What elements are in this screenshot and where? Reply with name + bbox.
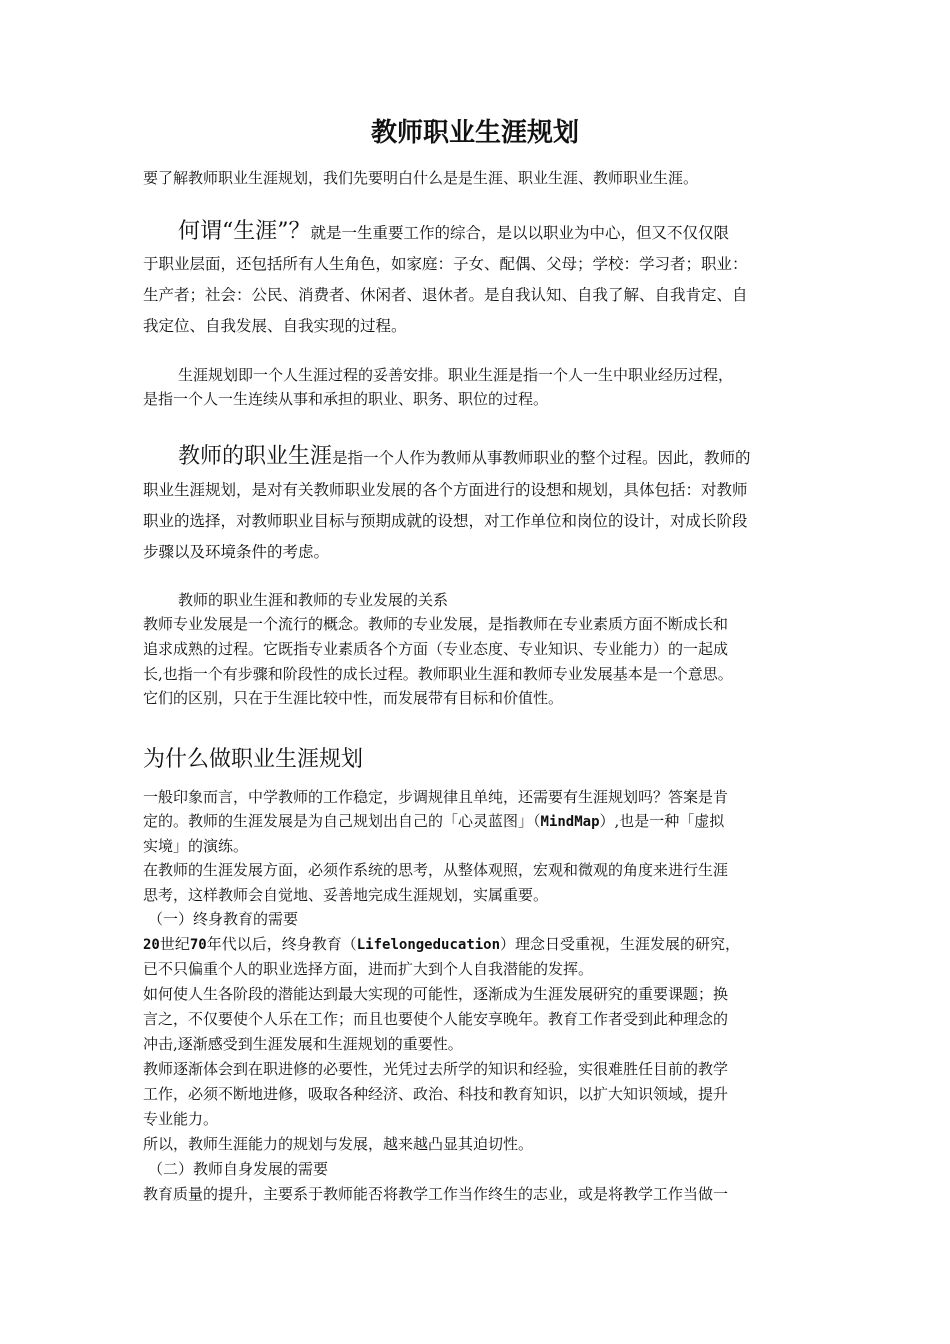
teacher-career-line-4: 步骤以及环境条件的考虑。	[143, 543, 330, 561]
career-definition-line-2: 于职业层面，还包括所有人生角色，如家庭：子女、配偶、父母；学校：学习者；职业：	[143, 255, 748, 273]
teacher-career-line-1	[178, 444, 751, 469]
why-paragraph-2-line-2: 思考，这样教师会自觉地、妥善地完成生涯规划，实属重要。	[143, 886, 549, 904]
teacher-career-line-2: 职业生涯规划，是对有关教师职业发展的各个方面进行的设想和规划，具体包括：对教师	[143, 481, 748, 499]
career-definition-lead: 何谓“生涯”？	[178, 219, 311, 244]
why-heading: 为什么做职业生涯规划	[143, 747, 364, 772]
subheading-self-development: （二）教师自身发展的需要	[148, 1160, 329, 1178]
teacher-career-lead: 教师的职业生涯	[178, 444, 333, 469]
teacher-career-line-1-text: 是指一个人作为教师从事教师职业的整个过程。因此，教师的	[332, 449, 751, 467]
section-1-line-1	[143, 934, 740, 955]
relation-line: 追求成熟的过程。它既指专业素质各个方面（专业态度、专业知识、专业能力）的一起成	[143, 640, 729, 658]
planning-definition-line-2: 是指一个人一生连续从事和承担的职业、职务、职位的过程。	[143, 390, 549, 408]
section-1-line-4: 言之，不仅要使个人乐在工作；而且也要使个人能安享晚年。教育工作者受到此种理念的	[143, 1010, 729, 1028]
section-text: ）理念日受重视，生涯发展的研究，	[500, 935, 741, 953]
career-definition-line-3: 生产者；社会：公民、消费者、休闲者、退休者。是自我认知、自我了解、自我肯定、自	[143, 286, 748, 304]
year-number: 20	[143, 937, 160, 953]
teacher-career-line-3: 职业的选择，对教师职业目标与预期成就的设想，对工作单位和岗位的设计，对成长阶段	[143, 512, 748, 530]
section-text: 年代以后，终身教育（	[206, 935, 357, 953]
document-title: 教师职业生涯规划	[370, 118, 579, 148]
mindmap-term: MindMap	[540, 814, 600, 830]
section-1-line-9: 所以，教师生涯能力的规划与发展，越来越凸显其迫切性。	[143, 1135, 534, 1153]
why-text: 定的。教师的生涯发展是为自己规划出自己的「心灵蓝图」（	[143, 812, 541, 830]
section-2-line-1: 教育质量的提升，主要系于教师能否将教学工作当作终生的志业，或是将教学工作当做一	[143, 1185, 729, 1203]
why-paragraph-1-line-1: 一般印象而言，中学教师的工作稳定，步调规律且单纯，还需要有生涯规划吗？答案是肯	[143, 788, 729, 806]
career-definition-line-1-text: 就是一生重要工作的综合，是以以职业为中心，但又不仅仅限	[310, 224, 730, 242]
relation-heading: 教师的职业生涯和教师的专业发展的关系	[178, 591, 449, 609]
planning-definition-line-1: 生涯规划即一个人生涯过程的妥善安排。职业生涯是指一个人一生中职业经历过程，	[178, 366, 734, 384]
career-definition-line-4: 我定位、自我发展、自我实现的过程。	[143, 317, 407, 335]
section-1-line-6: 教师逐渐体会到在职进修的必要性，光凭过去所学的知识和经验，实很难胜任目前的教学	[143, 1060, 729, 1078]
section-1-line-5: 冲击,逐渐感受到生涯发展和生涯规划的重要性。	[143, 1035, 463, 1053]
career-definition-line-1	[178, 219, 730, 244]
section-text: 世纪	[159, 935, 190, 953]
lifelong-education-term: Lifelongeducation	[356, 937, 501, 953]
intro-paragraph: 要了解教师职业生涯规划，我们先要明白什么是是生涯、职业生涯、教师职业生涯。	[143, 169, 699, 187]
relation-line: 它们的区别，只在于生涯比较中性，而发展带有目标和价值性。	[143, 689, 564, 707]
relation-line: 教师专业发展是一个流行的概念。教师的专业发展，是指教师在专业素质方面不断成长和	[143, 615, 729, 633]
why-paragraph-1-line-2	[143, 811, 724, 832]
relation-line: 长,也指一个有步骤和阶段性的成长过程。教师职业生涯和教师专业发展基本是一个意思。	[143, 665, 733, 683]
subheading-lifelong-education: （一）终身教育的需要	[148, 910, 299, 928]
section-1-line-2: 已不只偏重个人的职业选择方面，进而扩大到个人自我潜能的发挥。	[143, 960, 594, 978]
section-1-line-3: 如何使人生各阶段的潜能达到最大实现的可能性，逐渐成为生涯发展研究的重要课题；换	[143, 985, 729, 1003]
section-1-line-7: 工作，必须不断地进修，吸取各种经济、政治、科技和教育知识，以扩大知识领域，提升	[143, 1085, 729, 1103]
why-paragraph-1-line-3: 实境」的演练。	[143, 837, 249, 855]
why-paragraph-2-line-1: 在教师的生涯发展方面，必须作系统的思考，从整体观照，宏观和微观的角度来进行生涯	[143, 861, 729, 879]
year-number: 70	[189, 937, 207, 953]
why-text: ）,也是一种「虚拟	[599, 812, 725, 830]
section-1-line-8: 专业能力。	[143, 1110, 219, 1128]
